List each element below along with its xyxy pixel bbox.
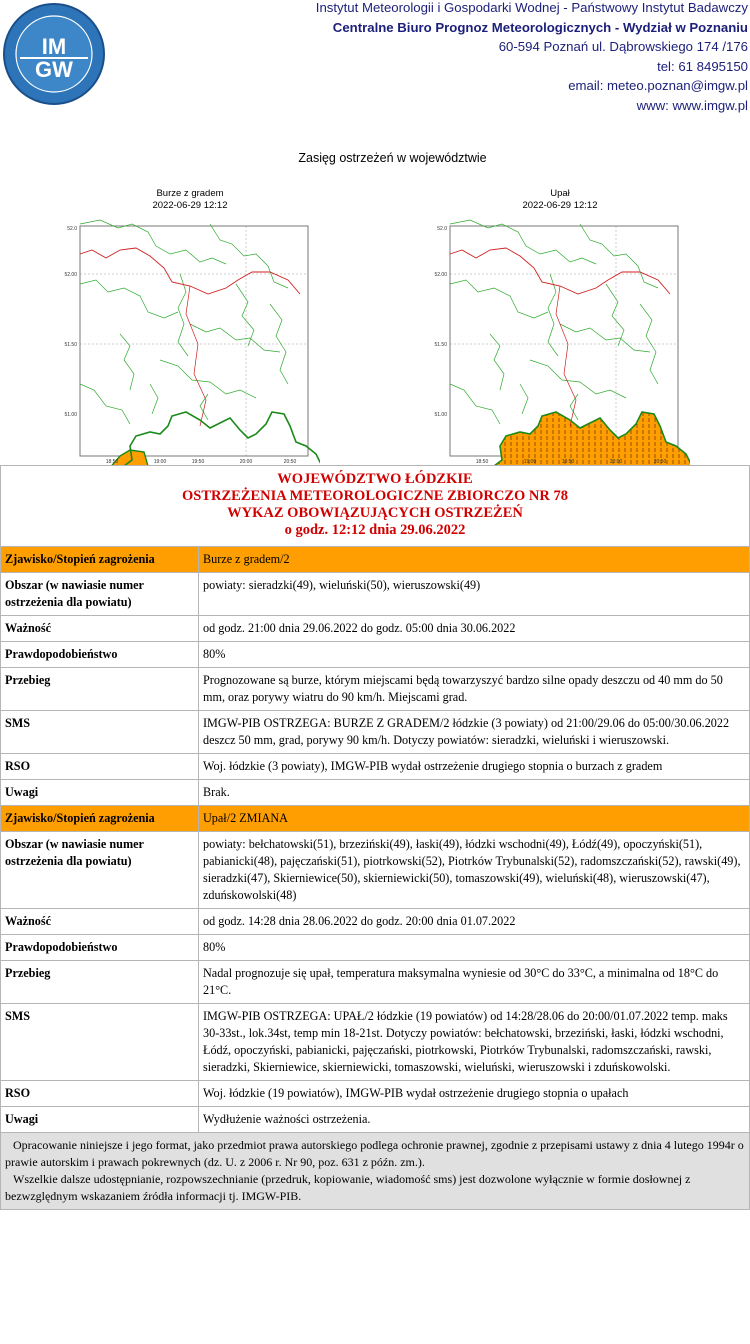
field-label: SMS	[1, 711, 199, 754]
field-value: Brak.	[199, 780, 750, 806]
header-line: tel: 61 8495150	[657, 58, 748, 74]
field-value: od godz. 14:28 dnia 28.06.2022 do godz. 20:00 dnia 01.07.2022	[199, 909, 750, 935]
map-y-tick: 51.50	[434, 342, 447, 348]
page-header	[0, 0, 750, 120]
field-label: Zjawisko/Stopień zagrożenia	[1, 806, 199, 832]
field-value: IMGW-PIB OSTRZEGA: UPAŁ/2 łódzkie (19 powiatów) od 14:28/28.06 do 20:00/01.07.2022 temp. maks 30-33st., lok.34st, temp min 18-21st. Dotyczy powiatów: bełchatowski, brzeziński, łaski, łódzki wschodni, Łódź, opoczyński, pabianicki, pajęczański, piotrkowski, Piotrków Trybunalski, radomszczański, rawski, sieradzki, Skierniewice, skierniewicki, tomaszowski, wieluński, wieruszowski i zduńskowolski.	[199, 1004, 750, 1081]
map-y-tick: 51.00	[434, 412, 447, 418]
field-label: Obszar (w nawiasie numer ostrzeżenia dla powiatu)	[1, 832, 199, 909]
field-value: Woj. łódzkie (3 powiaty), IMGW-PIB wydał ostrzeżenie drugiego stopnia o burzach z gradem	[199, 754, 750, 780]
field-value: IMGW-PIB OSTRZEGA: BURZE Z GRADEM/2 łódzkie (3 powiaty) od 21:00/29.06 do 05:00/30.06.2022 deszcz 50 mm, grad, porywy 90 km/h. Dotyczy powiatów: sieradzki, wieluński i wieruszowski.	[199, 711, 750, 754]
field-label: RSO	[1, 754, 199, 780]
warning-row	[1, 547, 750, 573]
field-value: Upał/2 ZMIANA	[199, 806, 750, 832]
maps-title: Zasięg ostrzeżeń w województwie	[298, 151, 487, 165]
warnings-table	[0, 465, 750, 1210]
map-canvas	[430, 216, 690, 466]
header-line: email: meteo.poznan@imgw.pl	[568, 78, 748, 93]
map-x-tick: 20:00	[239, 459, 253, 465]
field-label: RSO	[1, 1081, 199, 1107]
field-label: Prawdopodobieństwo	[1, 642, 199, 668]
field-value: od godz. 21:00 dnia 29.06.2022 do godz. 05:00 dnia 30.06.2022	[199, 616, 750, 642]
warning-row	[1, 573, 750, 616]
warning-row	[1, 780, 750, 806]
copyright-footer	[1, 1133, 750, 1210]
header-line: Instytut Meteorologii i Gospodarki Wodnej - Państwowy Instytut Badawczy	[315, 0, 748, 15]
footer-paragraph: Opracowanie niniejsze i jego format, jako przedmiot prawa autorskiego podlega ochronie prawnej, zgodnie z przepisami ustawy z dnia 4 lutego 1994r o prawie autorskim i prawach pokrewnych (dz. U. z 2006 r. Nr 90, poz. 631 z późn. zm.).	[5, 1138, 744, 1169]
map-y-tick: 52.00	[434, 272, 447, 278]
field-label: Ważność	[1, 909, 199, 935]
warning-row	[1, 1081, 750, 1107]
report-title	[1, 466, 750, 547]
map-y-tick: 52.0	[67, 226, 77, 232]
field-value: Wydłużenie ważności ostrzeżenia.	[199, 1107, 750, 1133]
map-x-tick: 19:00	[153, 459, 167, 465]
warning-row	[1, 668, 750, 711]
svg-text:GW: GW	[35, 57, 73, 82]
map-y-tick: 52.0	[437, 226, 447, 232]
header-line: 60-594 Poznań ul. Dąbrowskiego 174 /176	[498, 39, 748, 54]
field-value: Nadal prognozuje się upał, temperatura maksymalna wyniesie od 30°C do 33°C, a minimalna od 18°C do 21°C.	[199, 961, 750, 1004]
header-line: www: www.imgw.pl	[636, 97, 748, 113]
imgw-logo	[2, 2, 106, 106]
map-x-tick: 18:50	[475, 459, 489, 465]
map-caption-date: 2022-06-29 12:12	[152, 200, 228, 211]
field-label: Obszar (w nawiasie numer ostrzeżenia dla powiatu)	[1, 573, 199, 616]
header-contact-block	[316, 0, 748, 115]
map-x-tick: 20:50	[283, 459, 297, 465]
warning-row	[1, 832, 750, 909]
field-label: Ważność	[1, 616, 199, 642]
field-label: Uwagi	[1, 1107, 199, 1133]
report-title-line: WYKAZ OBOWIĄZUJĄCYCH OSTRZEŻEŃ	[227, 505, 523, 521]
map-x-tick: 19:50	[561, 459, 575, 465]
field-label: Prawdopodobieństwo	[1, 935, 199, 961]
map-y-tick: 51.50	[64, 342, 77, 348]
warning-row	[1, 1107, 750, 1133]
field-label: SMS	[1, 1004, 199, 1081]
field-value: powiaty: bełchatowski(51), brzeziński(49), łaski(49), łódzki wschodni(49), Łódź(49), opoczyński(51), pabianicki(48), pajęczański(51), piotrkowski(52), Piotrków Trybunalski(52), radomszczański(52), rawski(49), sieradzki(47), Skierniewice(50), skierniewicki(50), tomaszowski(49), wieluński(48), wieruszowski(47), zduńskowolski(48)	[199, 832, 750, 909]
warning-row	[1, 616, 750, 642]
warning-row	[1, 909, 750, 935]
warning-row	[1, 642, 750, 668]
map-x-tick: 20:00	[609, 459, 623, 465]
field-value: Burze z gradem/2	[199, 547, 750, 573]
report-title-line: WOJEWÓDZTWO ŁÓDZKIE	[277, 471, 473, 487]
header-line: Centralne Biuro Prognoz Meteorologicznych - Wydział w Poznaniu	[332, 19, 748, 35]
field-label: Przebieg	[1, 961, 199, 1004]
svg-text:IM: IM	[41, 34, 67, 59]
field-value: Prognozowane są burze, którym miejscami będą towarzyszyć bardzo silne opady deszczu od 40 mm do 50 mm, oraz porywy wiatru do 90 km/h. Miejscami grad.	[199, 668, 750, 711]
map-x-tick: 20:50	[653, 459, 667, 465]
field-label: Przebieg	[1, 668, 199, 711]
field-label: Zjawisko/Stopień zagrożenia	[1, 547, 199, 573]
field-label: Uwagi	[1, 780, 199, 806]
report-title-line: o godz. 12:12 dnia 29.06.2022	[284, 522, 466, 538]
field-value: 80%	[199, 935, 750, 961]
map-caption-name: Upał	[550, 188, 570, 199]
map-canvas	[60, 216, 320, 466]
warning-row	[1, 935, 750, 961]
map-caption-date: 2022-06-29 12:12	[522, 200, 598, 211]
warning-row	[1, 961, 750, 1004]
warning-row	[1, 754, 750, 780]
field-value: powiaty: sieradzki(49), wieluński(50), wieruszowski(49)	[199, 573, 750, 616]
warning-row	[1, 1004, 750, 1081]
map-upal	[430, 188, 690, 466]
map-x-tick: 19:50	[191, 459, 205, 465]
report-title-line: OSTRZEŻENIA METEOROLOGICZNE ZBIORCZO NR 78	[182, 488, 568, 504]
map-x-tick: 19:00	[523, 459, 537, 465]
map-y-tick: 52.00	[64, 272, 77, 278]
footer-paragraph: Wszelkie dalsze udostępnianie, rozpowszechnianie (przedruk, kopiowanie, wiadomość sms) jest dozwolone wyłącznie w formie dosłownej z bezwzględnym wskazaniem źródła informacji tj. IMGW-PIB.	[5, 1172, 691, 1203]
map-burze	[60, 188, 320, 466]
field-value: 80%	[199, 642, 750, 668]
map-y-tick: 51.00	[64, 412, 77, 418]
warning-row	[1, 806, 750, 832]
map-caption-name: Burze z gradem	[156, 188, 224, 199]
map-x-tick: 18:50	[105, 459, 119, 465]
field-value: Woj. łódzkie (19 powiatów), IMGW-PIB wydał ostrzeżenie drugiego stopnia o upałach	[199, 1081, 750, 1107]
warning-row	[1, 711, 750, 754]
map-frame	[80, 226, 308, 456]
